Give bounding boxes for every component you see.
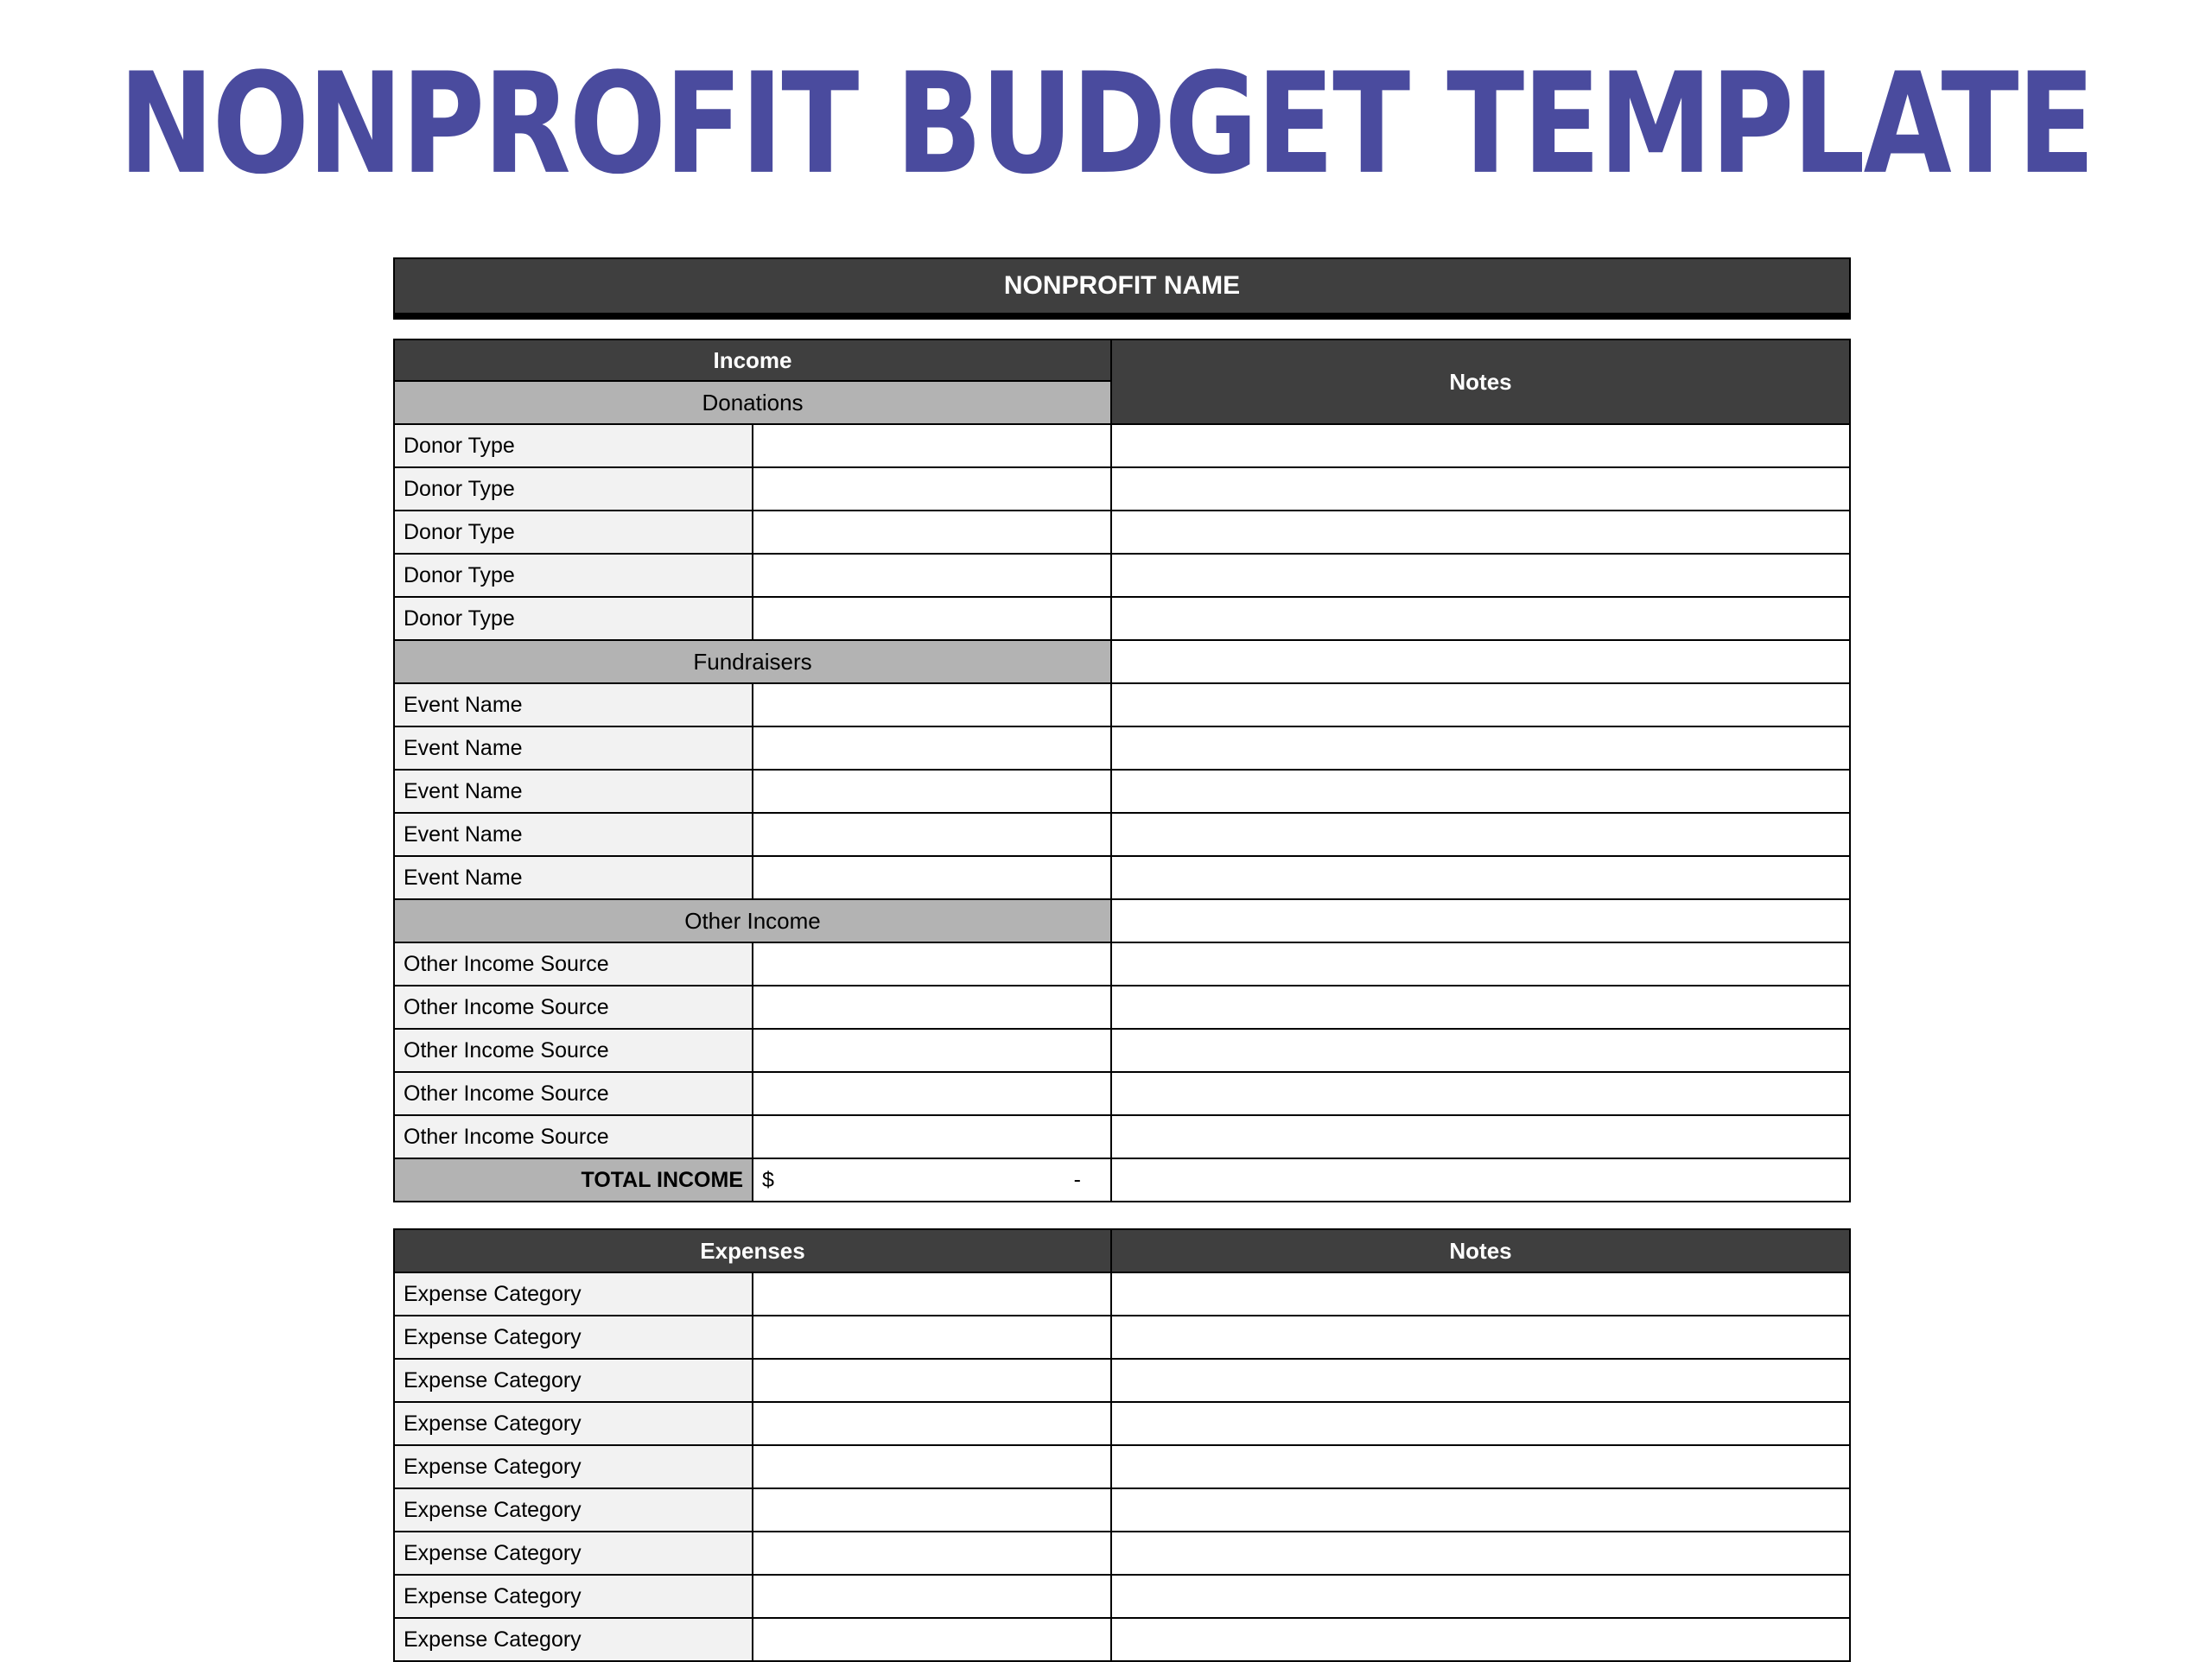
table-row-expenses-header xyxy=(394,1229,1850,1272)
table-row-spacer xyxy=(394,316,1850,339)
amount-cell[interactable] xyxy=(753,1272,1111,1316)
amount-cell[interactable] xyxy=(753,683,1111,726)
notes-header[interactable]: Notes xyxy=(1111,339,1850,424)
amount-cell[interactable] xyxy=(753,1445,1111,1488)
budget-sheet xyxy=(393,257,1849,1662)
row-label-donor-type[interactable]: Donor Type xyxy=(394,554,753,597)
amount-cell[interactable] xyxy=(753,1316,1111,1359)
row-label-other-income-source[interactable]: Other Income Source xyxy=(394,1115,753,1158)
notes-cell[interactable] xyxy=(1111,1158,1850,1202)
amount-cell[interactable] xyxy=(753,554,1111,597)
row-label-expense-category[interactable]: Expense Category xyxy=(394,1402,753,1445)
notes-cell[interactable] xyxy=(1111,942,1850,986)
table-row xyxy=(394,1072,1850,1115)
amount-cell[interactable] xyxy=(753,1402,1111,1445)
amount-cell[interactable] xyxy=(753,770,1111,813)
table-row xyxy=(394,1402,1850,1445)
row-label-expense-category[interactable]: Expense Category xyxy=(394,1445,753,1488)
amount-cell[interactable] xyxy=(753,856,1111,899)
notes-cell[interactable] xyxy=(1111,1029,1850,1072)
row-label-donor-type[interactable]: Donor Type xyxy=(394,511,753,554)
row-label-expense-category[interactable]: Expense Category xyxy=(394,1618,753,1661)
subsection-donations[interactable]: Donations xyxy=(394,381,1111,424)
table-row xyxy=(394,1272,1850,1316)
amount-cell[interactable] xyxy=(753,986,1111,1029)
table-row xyxy=(394,726,1850,770)
notes-cell[interactable] xyxy=(1111,1445,1850,1488)
amount-cell[interactable] xyxy=(753,1575,1111,1618)
gap-cell xyxy=(394,1202,1850,1229)
budget-table xyxy=(393,257,1851,1662)
notes-cell[interactable] xyxy=(1111,1115,1850,1158)
notes-cell[interactable] xyxy=(1111,683,1850,726)
table-row xyxy=(394,942,1850,986)
notes-cell[interactable] xyxy=(1111,899,1850,942)
table-row xyxy=(394,1115,1850,1158)
notes-cell[interactable] xyxy=(1111,986,1850,1029)
notes-cell[interactable] xyxy=(1111,1316,1850,1359)
table-row xyxy=(394,1618,1850,1661)
row-label-expense-category[interactable]: Expense Category xyxy=(394,1316,753,1359)
org-name-header[interactable]: NONPROFIT NAME xyxy=(394,258,1850,316)
amount-cell[interactable] xyxy=(753,467,1111,511)
total-income-label: TOTAL INCOME xyxy=(394,1158,753,1202)
amount-cell[interactable] xyxy=(753,813,1111,856)
table-row xyxy=(394,1575,1850,1618)
notes-cell[interactable] xyxy=(1111,1402,1850,1445)
table-row xyxy=(394,424,1850,467)
row-label-expense-category[interactable]: Expense Category xyxy=(394,1575,753,1618)
row-label-expense-category[interactable]: Expense Category xyxy=(394,1532,753,1575)
table-row xyxy=(394,1532,1850,1575)
row-label-event-name[interactable]: Event Name xyxy=(394,856,753,899)
table-row xyxy=(394,986,1850,1029)
notes-cell[interactable] xyxy=(1111,1359,1850,1402)
amount-cell[interactable] xyxy=(753,1029,1111,1072)
row-label-other-income-source[interactable]: Other Income Source xyxy=(394,1029,753,1072)
table-row xyxy=(394,1316,1850,1359)
table-row xyxy=(394,511,1850,554)
table-row xyxy=(394,813,1850,856)
notes-cell[interactable] xyxy=(1111,1618,1850,1661)
notes-cell[interactable] xyxy=(1111,770,1850,813)
notes-cell[interactable] xyxy=(1111,726,1850,770)
table-row xyxy=(394,1029,1850,1072)
expenses-section-header[interactable]: Expenses xyxy=(394,1229,1111,1272)
notes-cell[interactable] xyxy=(1111,1272,1850,1316)
table-row-income-header xyxy=(394,339,1850,381)
amount-cell[interactable] xyxy=(753,1359,1111,1402)
row-label-donor-type[interactable]: Donor Type xyxy=(394,467,753,511)
amount-cell[interactable] xyxy=(753,726,1111,770)
amount-cell[interactable] xyxy=(753,597,1111,640)
amount-cell[interactable] xyxy=(753,1115,1111,1158)
row-label-event-name[interactable]: Event Name xyxy=(394,770,753,813)
row-label-other-income-source[interactable]: Other Income Source xyxy=(394,1072,753,1115)
table-row-total-income xyxy=(394,1158,1850,1202)
notes-cell[interactable] xyxy=(1111,511,1850,554)
notes-cell[interactable] xyxy=(1111,856,1850,899)
row-label-other-income-source[interactable]: Other Income Source xyxy=(394,942,753,986)
amount-cell[interactable] xyxy=(753,1072,1111,1115)
notes-cell[interactable] xyxy=(1111,813,1850,856)
row-label-expense-category[interactable]: Expense Category xyxy=(394,1488,753,1532)
income-section-header[interactable]: Income xyxy=(394,339,1111,381)
notes-cell[interactable] xyxy=(1111,640,1850,683)
notes-cell[interactable] xyxy=(1111,554,1850,597)
total-income-amount[interactable] xyxy=(753,1158,1111,1202)
amount-cell[interactable] xyxy=(753,1618,1111,1661)
table-row-org-name xyxy=(394,258,1850,316)
notes-cell[interactable] xyxy=(1111,1532,1850,1575)
row-label-donor-type[interactable]: Donor Type xyxy=(394,424,753,467)
table-row xyxy=(394,683,1850,726)
table-row xyxy=(394,1359,1850,1402)
notes-cell[interactable] xyxy=(1111,1488,1850,1532)
table-row xyxy=(394,467,1850,511)
expenses-notes-header[interactable]: Notes xyxy=(1111,1229,1850,1272)
table-row-gap xyxy=(394,1202,1850,1229)
amount-cell[interactable] xyxy=(753,942,1111,986)
amount-cell[interactable] xyxy=(753,511,1111,554)
table-row-fundraisers-subhead xyxy=(394,640,1850,683)
notes-cell[interactable] xyxy=(1111,1072,1850,1115)
row-label-event-name[interactable]: Event Name xyxy=(394,683,753,726)
row-label-expense-category[interactable]: Expense Category xyxy=(394,1272,753,1316)
total-income-value: - xyxy=(1073,1167,1081,1192)
currency-symbol: $ xyxy=(762,1167,774,1192)
table-row xyxy=(394,856,1850,899)
notes-cell[interactable] xyxy=(1111,597,1850,640)
table-row xyxy=(394,770,1850,813)
table-row xyxy=(394,1445,1850,1488)
amount-cell[interactable] xyxy=(753,424,1111,467)
subsection-fundraisers[interactable]: Fundraisers xyxy=(394,640,1111,683)
row-label-event-name[interactable]: Event Name xyxy=(394,813,753,856)
amount-cell[interactable] xyxy=(753,1488,1111,1532)
notes-cell[interactable] xyxy=(1111,424,1850,467)
row-label-donor-type[interactable]: Donor Type xyxy=(394,597,753,640)
table-row xyxy=(394,554,1850,597)
notes-cell[interactable] xyxy=(1111,467,1850,511)
page-title: NONPROFIT BUDGET TEMPLATE xyxy=(118,43,2094,206)
subsection-other-income[interactable]: Other Income xyxy=(394,899,1111,942)
notes-cell[interactable] xyxy=(1111,1575,1850,1618)
spacer-cell xyxy=(394,316,1850,339)
table-row xyxy=(394,1488,1850,1532)
row-label-other-income-source[interactable]: Other Income Source xyxy=(394,986,753,1029)
table-row-other-income-subhead xyxy=(394,899,1850,942)
amount-cell[interactable] xyxy=(753,1532,1111,1575)
row-label-expense-category[interactable]: Expense Category xyxy=(394,1359,753,1402)
table-row xyxy=(394,597,1850,640)
row-label-event-name[interactable]: Event Name xyxy=(394,726,753,770)
